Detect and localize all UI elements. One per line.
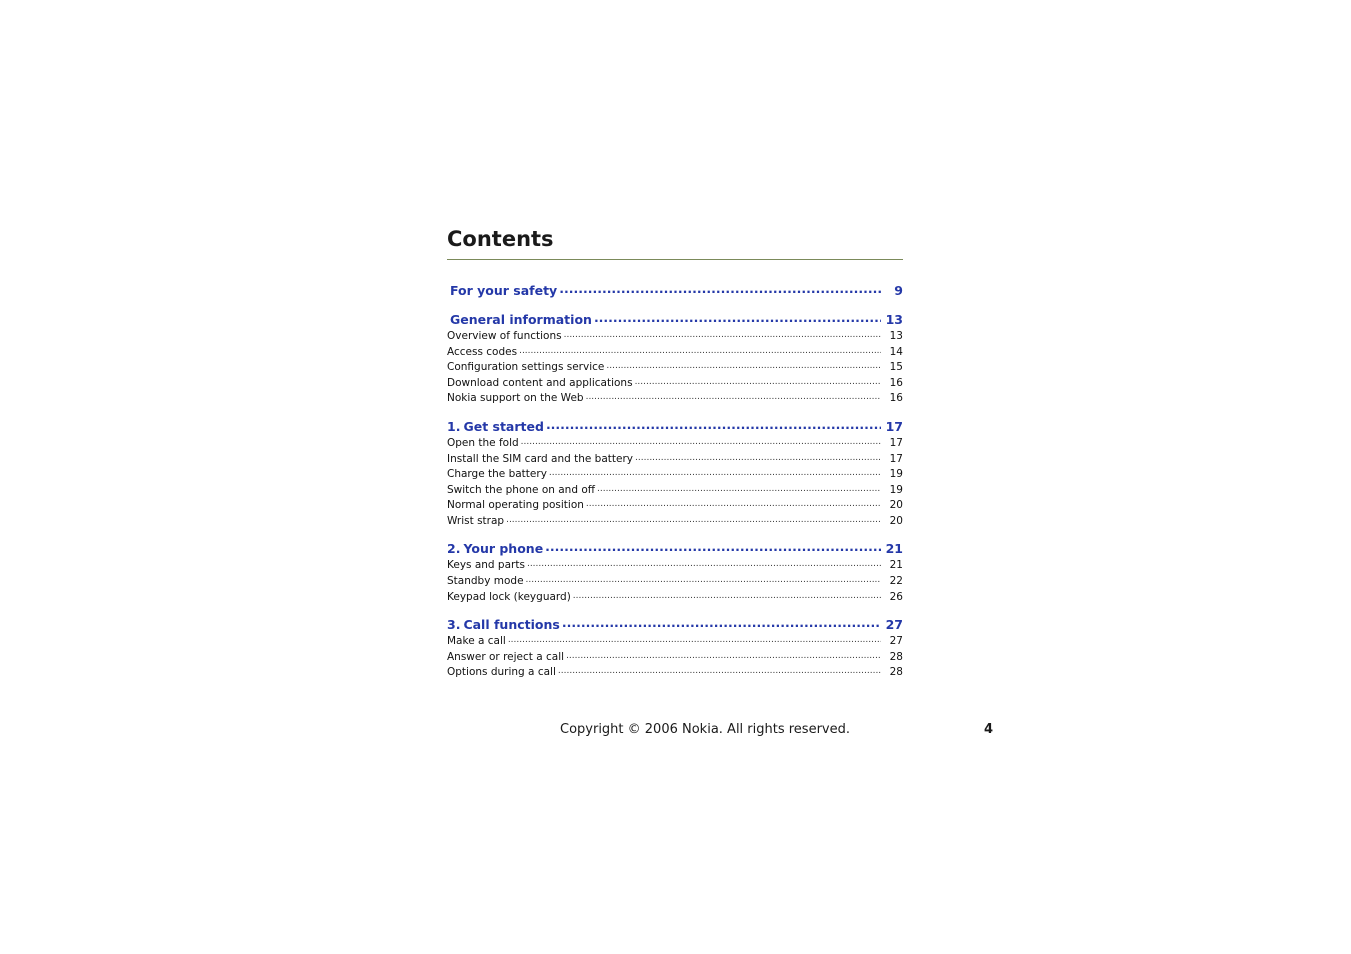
toc-leader-dots [597,481,881,497]
toc-leader-dots [606,358,881,374]
copyright-notice: Copyright © 2006 Nokia. All rights reserved. [560,722,850,737]
toc-leader-dots [586,389,881,405]
toc-section-label: Keypad lock (keyguard) [447,590,571,603]
toc-chapter-title: Your phone [463,541,544,557]
toc-chapter-page: 27 [885,617,903,633]
toc-section-entry[interactable] [447,514,903,530]
toc-leader-dots [635,374,881,390]
toc-leader-dots [527,556,881,572]
toc-leader-dots [506,512,881,528]
toc-leader-dots [508,632,881,648]
toc-section-page: 20 [889,514,903,527]
toc-chapter-page: 21 [885,541,903,557]
toc-section-page: 28 [889,666,903,679]
toc-section-page: 17 [889,452,903,465]
toc-section-page: 27 [889,635,903,648]
toc-section-page: 21 [889,559,903,572]
toc-leader-dots [519,343,881,359]
toc-chapter-title: General information [450,312,592,328]
toc-section-page: 17 [889,437,903,450]
toc-section-page: 26 [889,590,903,603]
toc-chapter-title: For your safety [450,283,558,299]
toc-section-page: 19 [889,468,903,481]
toc-chapter-page: 17 [885,419,903,434]
toc-leader-dots [546,416,881,434]
toc-chapter-number: 1. [447,419,461,434]
toc-section-label: Download content and applications [447,376,633,389]
toc-section-entry[interactable] [447,665,903,681]
toc-chapter-title: Call functions [463,617,560,633]
page-title: Contents [447,227,554,251]
page-footer [447,722,993,737]
toc-leader-dots [566,648,881,664]
toc-section-entry[interactable] [447,590,903,606]
toc-section-entry[interactable] [447,391,903,407]
toc-leader-dots [564,327,881,343]
table-of-contents [447,282,903,681]
contents-section [447,228,903,681]
toc-section-label: Configuration settings service [447,361,605,374]
toc-chapter-title: Get started [463,419,544,434]
toc-section-page: 13 [889,330,903,343]
toc-section-label: Charge the battery [447,468,547,481]
toc-section-label: Install the SIM card and the battery [447,452,634,465]
title-divider [447,259,903,260]
toc-section-label: Options during a call [447,666,556,679]
toc-leader-dots [562,614,881,632]
page-number: 4 [983,722,993,737]
toc-section-label: Open the fold [447,437,519,450]
toc-section-page: 15 [889,361,903,374]
toc-leader-dots [521,434,881,450]
toc-chapter-label [447,282,557,300]
toc-leader-dots [594,309,881,327]
toc-chapter-page: 13 [885,312,903,328]
toc-section-label: Switch the phone on and off [447,483,595,496]
toc-group [447,311,903,407]
toc-group [447,418,903,529]
toc-section-label: Standby mode [447,574,524,587]
toc-section-label: Keys and parts [447,559,525,572]
toc-leader-dots [526,572,881,588]
toc-section-label: Wrist strap [447,514,505,527]
toc-section-label: Nokia support on the Web [447,392,584,405]
toc-leader-dots [545,538,881,556]
toc-section-page: 28 [889,650,903,663]
toc-section-label: Make a call [447,635,506,648]
toc-section-label: Overview of functions [447,330,562,343]
toc-section-page: 19 [889,483,903,496]
toc-section-page: 16 [889,392,903,405]
toc-section-label: Access codes [447,345,518,358]
toc-section-label: Normal operating position [447,499,584,512]
toc-section-label: Answer or reject a call [447,650,565,663]
toc-leader-dots [573,588,881,604]
toc-section-page: 14 [889,345,903,358]
toc-section-page: 20 [889,499,903,512]
toc-leader-dots [586,496,881,512]
toc-group [447,616,903,681]
toc-leader-dots [635,450,881,466]
toc-section-page: 16 [889,376,903,389]
toc-chapter-number: 3. [447,617,461,633]
toc-chapter-page: 9 [894,283,903,299]
toc-group [447,540,903,605]
toc-leader-dots [558,663,881,679]
toc-chapter-entry[interactable] [447,282,903,300]
toc-leader-dots [559,280,881,298]
toc-leader-dots [549,465,881,481]
toc-group [447,282,903,300]
toc-section-page: 22 [889,574,903,587]
toc-chapter-number: 2. [447,541,461,557]
